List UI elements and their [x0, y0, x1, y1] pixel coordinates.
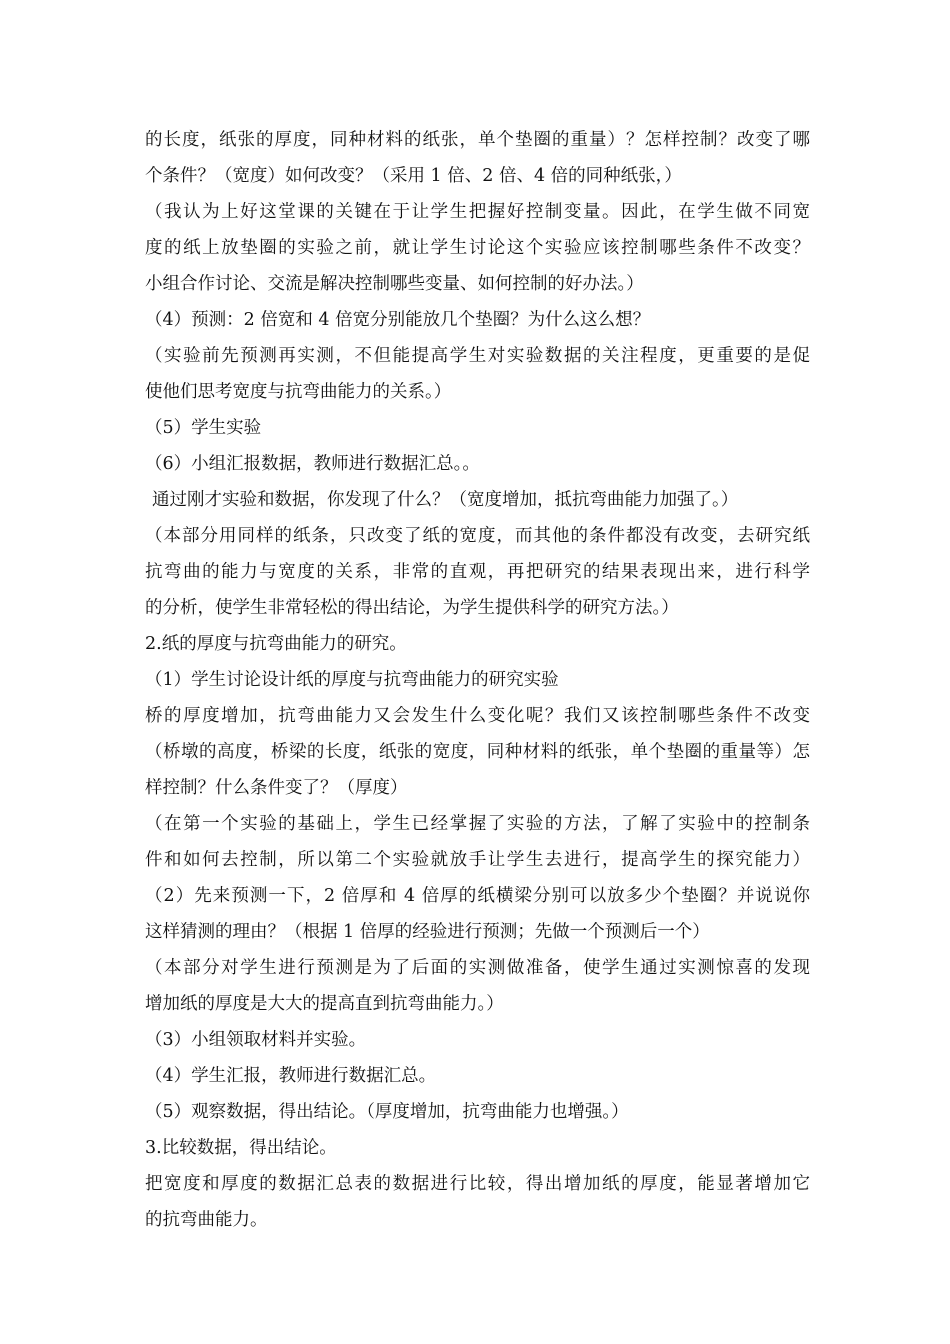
text-line: （4）学生汇报，教师进行数据汇总。 — [145, 1066, 437, 1086]
text-line: 度的纸上放垫圈的实验之前，就让学生讨论这个实验应该控制哪些条件不改变？ — [145, 238, 810, 258]
text-line: 这样猜测的理由？（根据 1 倍厚的经验进行预测；先做一个预测后一个） — [145, 922, 710, 942]
text-line: （5）观察数据，得出结论。（厚度增加，抗弯曲能力也增强。） — [145, 1102, 629, 1122]
section-heading: 2.纸的厚度与抗弯曲能力的研究。 — [145, 634, 407, 654]
text-line: 小组合作讨论、交流是解决控制哪些变量、如何控制的好办法。） — [145, 274, 644, 294]
text-line: （6）小组汇报数据，教师进行数据汇总。。 — [145, 454, 480, 474]
text-line: （桥墩的高度，桥梁的长度，纸张的宽度，同种材料的纸张，单个垫圈的重量等）怎 — [145, 742, 810, 762]
text-line: （4）预测：2 倍宽和 4 倍宽分别能放几个垫圈？为什么这么想？ — [145, 310, 651, 330]
text-line: （实验前先预测再实测，不但能提高学生对实验数据的关注程度，更重要的是促 — [145, 346, 810, 366]
text-line: 的长度，纸张的厚度，同种材料的纸张，单个垫圈的重量）？怎样控制？改变了哪 — [145, 130, 810, 150]
text-line: 件和如何去控制，所以第二个实验就放手让学生去进行，提高学生的探究能力） — [145, 850, 810, 870]
text-line: 的分析，使学生非常轻松的得出结论，为学生提供科学的研究方法。） — [145, 598, 679, 618]
text-line: （2）先来预测一下，2 倍厚和 4 倍厚的纸横梁分别可以放多少个垫圈？并说说你 — [145, 886, 810, 906]
text-line: 通过刚才实验和数据，你发现了什么？（宽度增加，抵抗弯曲能力加强了。） — [152, 490, 739, 510]
text-line: （我认为上好这堂课的关键在于让学生把握好控制变量。因此，在学生做不同宽 — [145, 202, 810, 222]
text-line: 个条件？（宽度）如何改变？（采用 1 倍、2 倍、4 倍的同种纸张，） — [145, 166, 682, 186]
text-line: 抗弯曲的能力与宽度的关系，非常的直观，再把研究的结果表现出来，进行科学 — [145, 562, 810, 582]
text-line: 桥的厚度增加，抗弯曲能力又会发生什么变化呢？我们又该控制哪些条件不改变 — [145, 706, 810, 726]
text-line: （在第一个实验的基础上，学生已经掌握了实验的方法，了解了实验中的控制条 — [145, 814, 810, 834]
text-line: 样控制？什么条件变了？（厚度） — [145, 778, 408, 798]
text-line: （1）学生讨论设计纸的厚度与抗弯曲能力的研究实验 — [145, 670, 559, 690]
section-heading: 3.比较数据，得出结论。 — [145, 1138, 337, 1158]
text-line: （5）学生实验 — [145, 418, 262, 438]
text-line: （本部分用同样的纸条，只改变了纸的宽度，而其他的条件都没有改变，去研究纸 — [145, 526, 810, 546]
text-line: 把宽度和厚度的数据汇总表的数据进行比较，得出增加纸的厚度，能显著增加它 — [145, 1174, 810, 1194]
text-line: 使他们思考宽度与抗弯曲能力的关系。） — [145, 382, 452, 402]
text-line: （本部分对学生进行预测是为了后面的实测做准备，使学生通过实测惊喜的发现 — [145, 958, 810, 978]
text-line: 的抗弯曲能力。 — [145, 1210, 268, 1230]
document-body — [145, 122, 810, 1238]
text-line: 增加纸的厚度是大大的提高直到抗弯曲能力。） — [145, 994, 504, 1014]
text-line: （3）小组领取材料并实验。 — [145, 1030, 367, 1050]
